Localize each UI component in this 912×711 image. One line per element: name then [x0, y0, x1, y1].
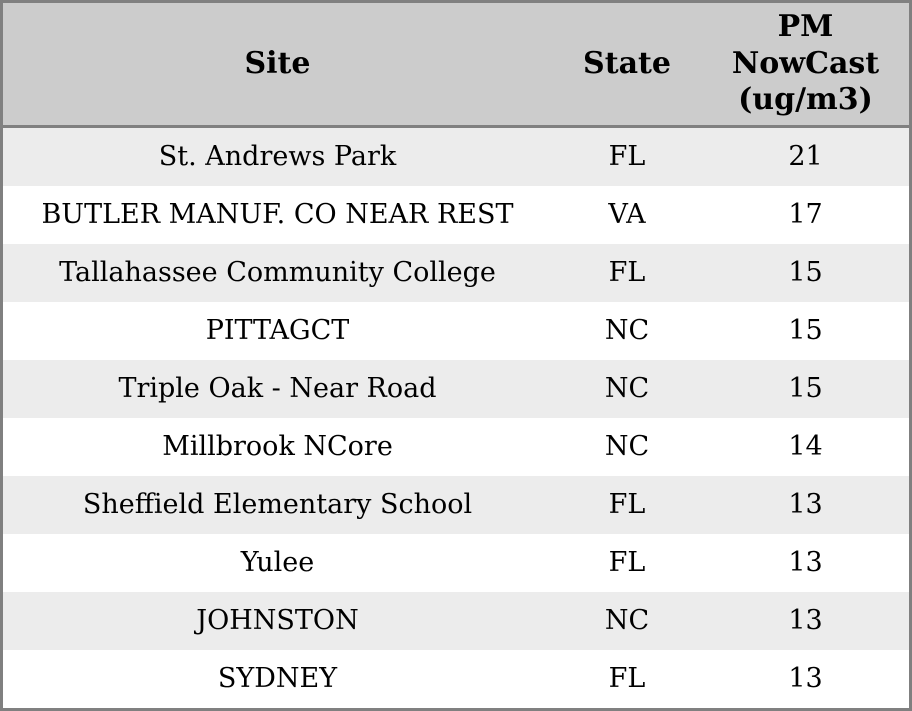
column-header-state: State: [552, 3, 702, 126]
cell-site: BUTLER MANUF. CO NEAR REST: [3, 186, 552, 244]
cell-value: 14: [702, 418, 909, 476]
cell-value: 17: [702, 186, 909, 244]
cell-state: VA: [552, 186, 702, 244]
cell-value: 15: [702, 360, 909, 418]
table-row: [3, 302, 909, 360]
table-row: [3, 650, 909, 708]
table-row: [3, 360, 909, 418]
cell-state: FL: [552, 476, 702, 534]
cell-state: NC: [552, 360, 702, 418]
cell-state: NC: [552, 592, 702, 650]
cell-value: 13: [702, 534, 909, 592]
cell-site: SYDNEY: [3, 650, 552, 708]
column-header-pm-nowcast: [702, 3, 909, 126]
table-row: [3, 534, 909, 592]
cell-site: Triple Oak - Near Road: [3, 360, 552, 418]
cell-value: 21: [702, 126, 909, 186]
cell-value: 15: [702, 244, 909, 302]
column-header-site: Site: [3, 3, 552, 126]
cell-site: PITTAGCT: [3, 302, 552, 360]
cell-state: FL: [552, 534, 702, 592]
cell-value: 13: [702, 650, 909, 708]
table-row: [3, 476, 909, 534]
cell-value: 13: [702, 592, 909, 650]
table-row: [3, 418, 909, 476]
table-row: [3, 244, 909, 302]
column-header-pm-nowcast-line2: NowCast: [731, 45, 880, 81]
table-header: [3, 3, 909, 126]
cell-state: NC: [552, 302, 702, 360]
cell-state: FL: [552, 650, 702, 708]
table-row: [3, 186, 909, 244]
air-quality-table: [3, 3, 909, 708]
column-header-pm-nowcast-line1: PM: [777, 9, 834, 44]
cell-state: FL: [552, 126, 702, 186]
cell-site: St. Andrews Park: [3, 126, 552, 186]
table-row: [3, 592, 909, 650]
cell-site: Millbrook NCore: [3, 418, 552, 476]
cell-site: Sheffield Elementary School: [3, 476, 552, 534]
cell-site: Yulee: [3, 534, 552, 592]
table-row: [3, 126, 909, 186]
table-body: [3, 126, 909, 708]
cell-value: 15: [702, 302, 909, 360]
column-header-pm-nowcast-line3: (ug/m3): [738, 82, 873, 118]
cell-site: Tallahassee Community College: [3, 244, 552, 302]
table-header-row: [3, 3, 909, 126]
cell-state: NC: [552, 418, 702, 476]
cell-state: FL: [552, 244, 702, 302]
cell-site: JOHNSTON: [3, 592, 552, 650]
cell-value: 13: [702, 476, 909, 534]
